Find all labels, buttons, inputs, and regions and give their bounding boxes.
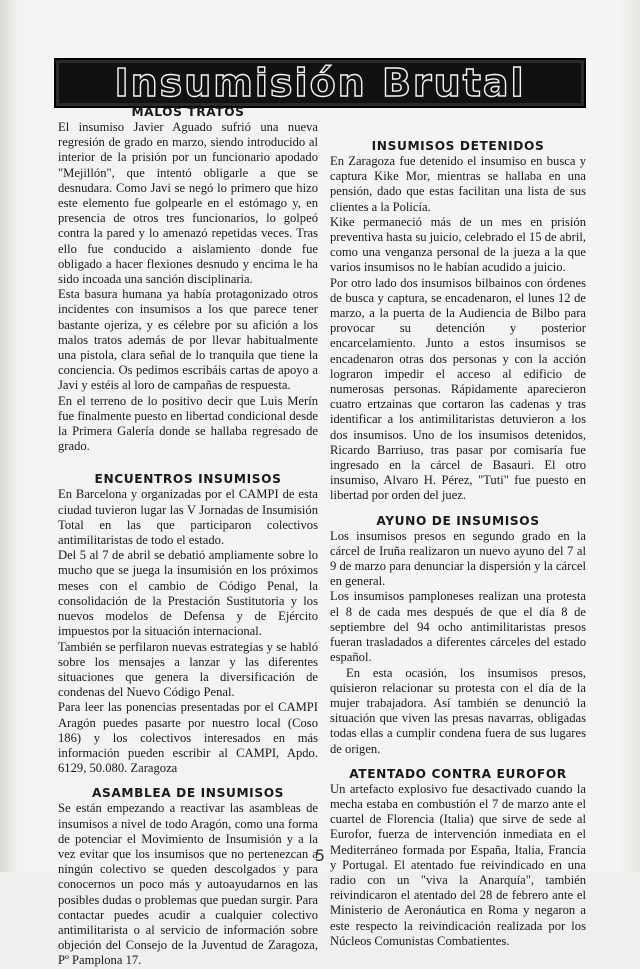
paragraph: Los insumisos pamploneses realizan una protesta el 8 de cada mes después de que el día 8 de septiembre del 94 ocho antimilitaristas presos fueran trasladados a diferentes cárceles del estado español. [330,589,586,665]
paragraph: En Barcelona y organizadas por el CAMPI de esta ciudad tuvieron lugar las V Jornadas de Insumisión Total en las que participaron colectivos antimilitaristas de todo el estado. [58,487,318,548]
heading-asamblea-de-insumisos: ASAMBLEA DE INSUMISOS [91,786,285,801]
paragraph: Del 5 al 7 de abril se debatió ampliamente sobre lo mucho que se juega la insumisión en los próximos meses con el cambio de Código Penal, la consolidación de la Prestación Sustitutoria y los nuevos modelos de Defensa y de Ejército impuestos por la situación internacional. [58,548,318,639]
heading-atentado-contra-eurofor: ATENTADO CONTRA EUROFOR [349,766,567,781]
page-title: Insumisión Brutal [114,61,526,105]
heading-malos-tratos: MALOS TRATOS [131,105,245,119]
heading-encuentros-insumisos: ENCUENTROS INSUMISOS [94,472,282,487]
title-banner [54,58,586,108]
paragraph: Los insumisos presos en segundo grado en la cárcel de Iruña realizaron un nuevo ayuno del 7 al 9 de marzo para denunciar la dispersión y la cárcel en general. [330,528,586,589]
heading-insumisos-detenidos: INSUMISOS DETENIDOS [371,139,545,153]
paragraph: En el terreno de lo positivo decir que Luis Merín fue finalmente puesto en libertad condicional desde la Primera Galería donde se hallaba regresado de grado. [58,393,318,454]
right-column [330,104,586,949]
left-column [58,104,318,969]
paragraph: Esta basura humana ya había protagonizado otros incidentes con insumisos a los que parece tener bastante ojeriza, y es célebre por su afición a los malos tratos además de por llevar habitualmente una pistola, clara señal de lo tranquila que tiene la conciencia. Os pedimos escribáis cartas de apoyo a Javi y estéis al loro de campañas de respuesta. [58,287,318,393]
heading-ayuno-de-insumisos: AYUNO DE INSUMISOS [376,513,540,528]
paragraph: Se están empezando a reactivar las asambleas de insumisos a nivel de todo Aragón, como una forma de potenciar el Movimiento de Insumisión y a la vez evitar que los insumisos que no pertenezcan a ningún colectivo se queden descolgados y para conocernos un poco más y autoayudarnos en las posibles dudas o problemas que puedan surgir. Para contactar puedes acudir a cualquier colectivo antimilitarista o al servicio de información sobre objeción del Consejo de la Juventud de Zaragoza, Pº Pamplona 17. [58,801,318,968]
paragraph: Kike permaneció más de un mes en prisión preventiva hasta su juicio, celebrado el 15 de abril, como una venganza personal de la jueza a la que varios insumisos no le habían acudido a juicio. [330,214,586,275]
paragraph: Para leer las ponencias presentadas por el CAMPI Aragón puedes pasarte por nuestro local (Coso 186) y los colectivos interesados en más información pueden escribir al CAMPI, Apdo. 6129, 50.080. Zaragoza [58,700,318,776]
page-number: 5 [314,846,326,865]
paragraph: Por otro lado dos insumisos bilbainos con órdenes de busca y captura, se encadenaron, el lunes 12 de marzo, a la puerta de la Audiencia de Bilbo para provocar su detención y posterior encarcelamiento. Junto a estos insumisos se encadenaron otras dos personas y con la acción lograron impedir el acceso al edificio de numerosas personas. Rápidamente aparecieron cuatro ertzainas que cortaron las cadenas y tras identificar a los antimilitaristas detuvieron a los dos insumisos. Uno de los insumisos detenidos, Ricardo Barriuso, tras pasar por comisaría fue ingresado en la cárcel de Basauri. El otro insumiso, Alvaro H. Pérez, "Tuti" fue puesto en libertad por orden del juez. [330,275,586,503]
paragraph: El insumiso Javier Aguado sufrió una nueva regresión de grado en marzo, siendo introducido al interior de la prisión por un funcionario apodado "Mejillón", que intentó obligarle a que se desnudara. Como Javi se negó lo primero que hizo este elemento fue golpearle en el estómago y, en presencia de otros tres funcionarios, lo golpeó contra la pared y lo amenazó repetidas veces. Tras ello fue conducido a aislamiento donde fue obligado a hacer flexiones desnudo y encima le ha sido incoada una sanción disciplinaria. [58,120,318,287]
paragraph: En esta ocasión, los insumisos presos, quisieron relacionar su protesta con el día de la mujer trabajadora. Así también se denunció la situación que viven las presas navarras, obligadas todas ellas a cumplir condena fuera de sus lugares de origen. [330,665,586,756]
paragraph: También se perfilaron nuevas estrategias y se habló sobre los mensajes a lanzar y las diferentes situaciones que genera la diversificación de condenas del Nuevo Código Penal. [58,639,318,700]
paragraph: Un artefacto explosivo fue desactivado cuando la mecha estaba en combustión el 7 de marzo ante el cuartel de Florencia (Italia) que sirve de sede al Eurofor, fuerza de intervención inmediata en el Mediterráneo formada por España, Italia, Francia y Portugal. El atentado fue reivindicado en una radio con un "viva la Anarquía", también reivindicaron el atentado del 28 de febrero ante el Ministerio de Aeronáutica en Roma y negaron a este respecto la reivindicación realizada por los Núcleos Comunistas Combatientes. [330,781,586,948]
paragraph: En Zaragoza fue detenido el insumiso en busca y captura Kike Mor, mientras se hallaba en una pensión, dado que estas facilitan una lista de sus clientes a la Policía. [330,154,586,214]
